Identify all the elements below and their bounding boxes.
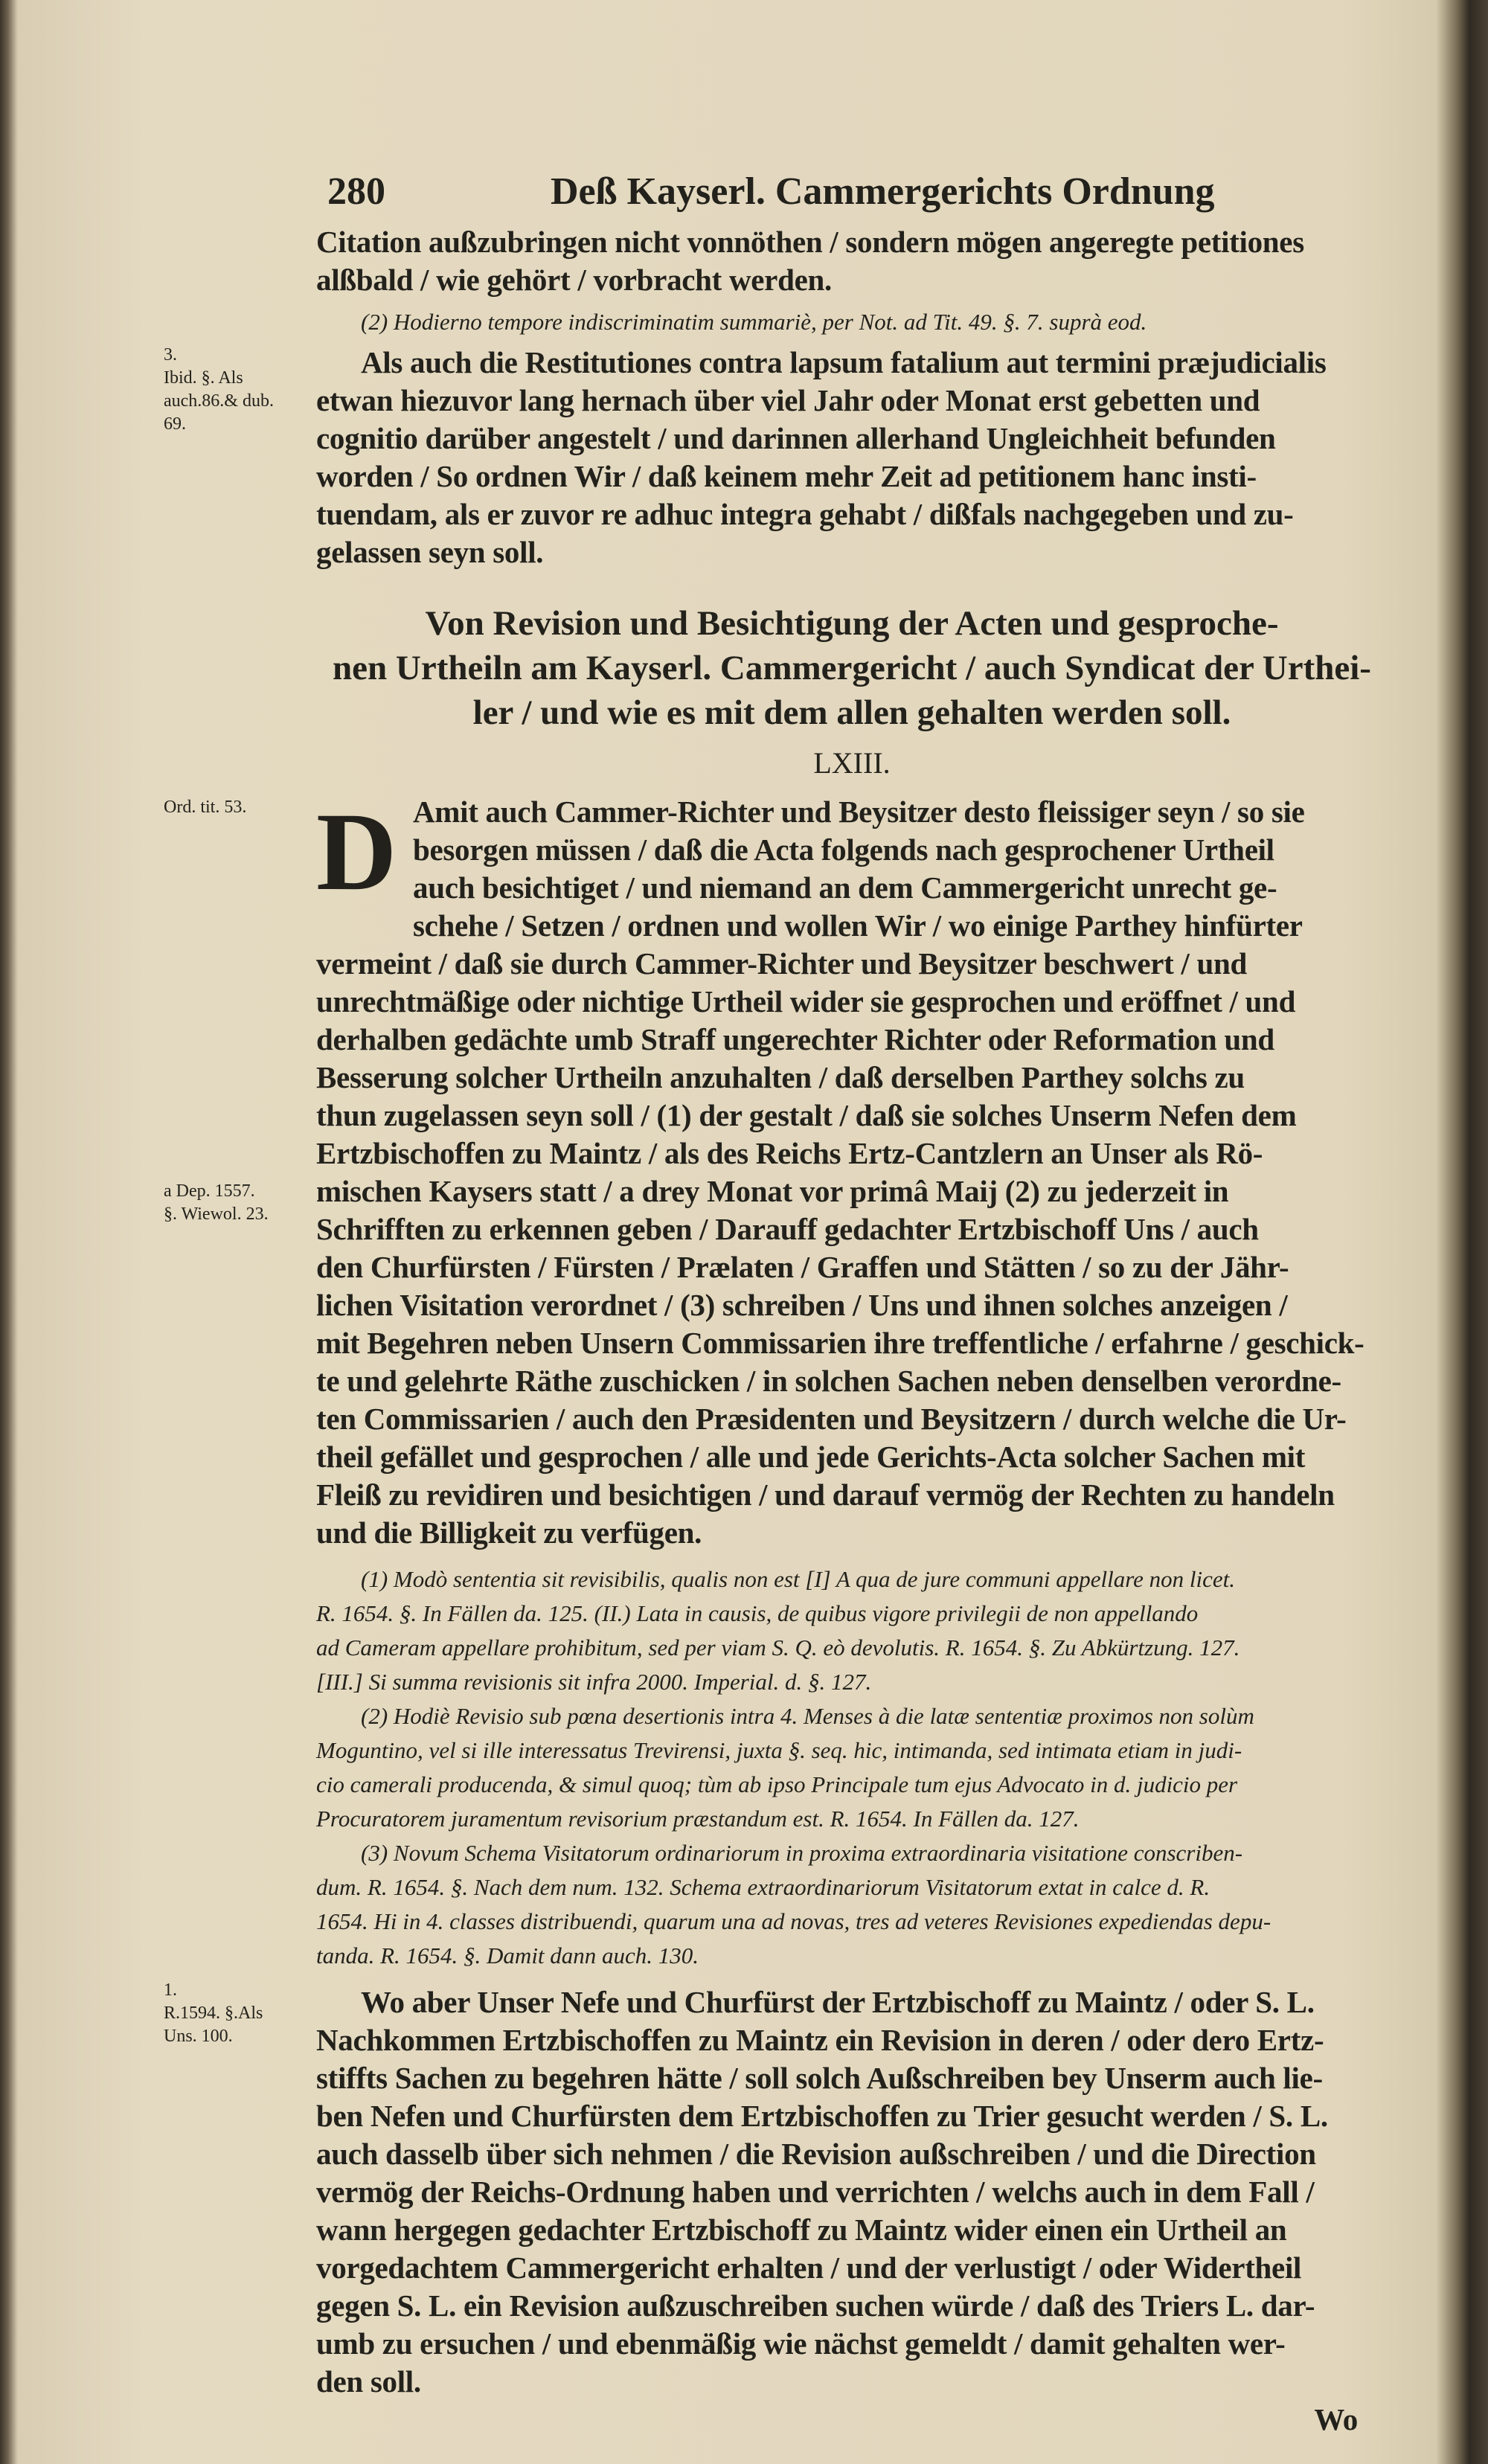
text-line: mit Begehren neben Unsern Commissarien ihre treffentliche / erfahrne / geschick- <box>316 1326 1364 1360</box>
text-line: vermög der Reichs-Ordnung haben und verrichten / welchs auch in dem Fall / <box>316 2175 1315 2209</box>
heading-line: nen Urtheiln am Kayserl. Cammergericht / auch Syndicat der Urthei- <box>333 649 1371 687</box>
drop-cap: D <box>316 790 397 914</box>
running-head: Deß Kayserl. Cammergerichts Ordnung <box>551 170 1215 213</box>
text-line: theil gefället und gesprochen / alle und jede Gerichts-Acta solcher Sachen mit <box>316 1440 1306 1474</box>
text-line: te und gelehrte Räthe zuschicken / in solchen Sachen neben denselben verordne- <box>316 1364 1341 1398</box>
margin-note-line: 1. <box>164 1980 177 2000</box>
text-line: cognitio darüber angestelt / und darinnen allerhand Ungleichheit befunden <box>316 421 1276 455</box>
footnote-line: ad Cameram appellare prohibitum, sed per viam S. Q. eò devolutis. R. 1654. §. Zu Abkürtzung. 127. <box>316 1634 1240 1661</box>
footnote-line: Moguntino, vel si ille interessatus Trevirensi, juxta §. seq. hic, intimanda, sed intimata etiam in judi- <box>316 1737 1242 1763</box>
heading-line: ler / und wie es mit dem allen gehalten werden soll. <box>472 693 1231 732</box>
margin-note-line: Ibid. §. Als <box>164 368 243 388</box>
text-line: ten Commissarien / auch den Præsidenten und Beysitzern / durch welche die Ur- <box>316 1402 1347 1436</box>
text-line: Besserung solcher Urtheiln anzuhalten / daß derselben Parthey solchs zu <box>316 1060 1245 1094</box>
margin-note <box>164 1979 305 2048</box>
heading-line: Von Revision und Besichtigung der Acten und gesproche- <box>425 604 1279 643</box>
text-line: Nachkommen Ertzbischoffen zu Maintz ein Revision in deren / oder dero Ertz- <box>316 2023 1324 2057</box>
page-header <box>316 170 1388 223</box>
top-continuation <box>316 223 1388 339</box>
text-line: gegen S. L. ein Revision außzuschreiben suchen würde / daß des Triers L. dar- <box>316 2288 1315 2323</box>
footnote-line: (1) Modò sententia sit revisibilis, qualis non est [I] A qua de jure communi appellare non licet. <box>361 1566 1236 1592</box>
text-line: Ertzbischoffen zu Maintz / als des Reichs Ertz-Cantzlern an Unser als Rö- <box>316 1136 1263 1170</box>
page-number: 280 <box>327 170 385 213</box>
margin-note-line: a Dep. 1557. <box>164 1181 255 1201</box>
footnote-line: cio camerali producenda, & simul quoq; tùm ab ipso Principale tum ejus Advocato in d. judicio per <box>316 1771 1238 1797</box>
paragraph-mainz <box>164 1980 1388 2401</box>
section-heading <box>316 601 1388 735</box>
margin-note <box>164 796 305 819</box>
text-line: gelassen seyn soll. <box>316 535 544 569</box>
footnotes <box>316 1562 1388 1973</box>
footnote-line: 1654. Hi in 4. classes distribuendi, quarum una ad novas, tres ad veteres Revisiones expediendas depu- <box>316 1908 1271 1934</box>
text-line: tuendam, als er zuvor re adhuc integra gehabt / dißfals nachgegeben und zu- <box>316 497 1294 531</box>
footnote-line: (3) Novum Schema Visitatorum ordinariorum in proxima extraordinaria visitatione conscriben- <box>361 1840 1243 1866</box>
text-line: stiffts Sachen zu begehren hätte / soll solch Außschreiben bey Unserm auch lie- <box>316 2061 1323 2095</box>
text-line: Wo aber Unser Nefe und Churfürst der Ertzbischoff zu Maintz / oder S. L. <box>361 1985 1315 2019</box>
text-line: den soll. <box>316 2364 421 2399</box>
text-line: lichen Visitation verordnet / (3) schreiben / Uns und ihnen solches anzeigen / <box>316 1288 1288 1322</box>
margin-note <box>164 344 305 436</box>
text-line: auch dasselb über sich nehmen / die Revision außschreiben / und die Direction <box>316 2137 1316 2171</box>
text-line: unrechtmäßige oder nichtige Urtheil wider sie gesprochen und eröffnet / und <box>316 984 1296 1018</box>
text-line: auch besichtiget / und niemand an dem Cammergericht unrecht ge- <box>413 870 1277 905</box>
text-line: mischen Kaysers statt / a drey Monat vor primâ Maij (2) zu jederzeit in <box>316 1174 1229 1208</box>
text-line: wann hergegen gedachter Ertzbischoff zu Maintz wider einen ein Urtheil an <box>316 2213 1287 2247</box>
text-line: alßbald / wie gehört / vorbracht werden. <box>316 263 832 297</box>
paragraph-restitutiones <box>164 344 1388 571</box>
paragraph-main <box>164 790 1388 1552</box>
footnote-line: R. 1654. §. In Fällen da. 125. (II.) Lata in causis, de quibus vigore privilegii de non appellando <box>316 1600 1199 1626</box>
text-line: umb zu ersuchen / und ebenmäßig wie nächst gemeldt / damit gehalten wer- <box>316 2326 1286 2361</box>
section-number: LXIII. <box>813 746 891 780</box>
footnote-line: tanda. R. 1654. §. Damit dann auch. 130. <box>316 1942 699 1969</box>
text-line: ben Nefen und Churfürsten dem Ertzbischoffen zu Trier gesucht werden / S. L. <box>316 2099 1328 2133</box>
footnote-line: [III.] Si summa revisionis sit infra 2000. Imperial. d. §. 127. <box>316 1669 872 1695</box>
text-line: und die Billigkeit zu verfügen. <box>316 1515 702 1550</box>
footnote-line: dum. R. 1654. §. Nach dem num. 132. Schema extraordinariorum Visitatorum extat in calce d. R. <box>316 1874 1210 1900</box>
margin-note-line: R.1594. §.Als <box>164 2003 263 2023</box>
margin-note-line: auch.86.& dub. <box>164 391 274 411</box>
text-line: Citation außzubringen nicht vonnöthen / sondern mögen angeregte petitiones <box>316 225 1304 259</box>
margin-note-line: 3. <box>164 345 177 365</box>
text-line: vermeint / daß sie durch Cammer-Richter und Beysitzer beschwert / und <box>316 946 1247 981</box>
text-line: thun zugelassen seyn soll / (1) der gestalt / daß sie solches Unserm Nefen dem <box>316 1098 1297 1132</box>
text-column <box>164 170 1388 2439</box>
text-line: Amit auch Cammer-Richter und Beysitzer desto fleissiger seyn / so sie <box>413 795 1305 829</box>
catchword: Wo <box>1314 2402 1358 2436</box>
footnote-line: (2) Hodiè Revisio sub pœna desertionis intra 4. Menses à die latæ sententiæ proximos non solùm <box>361 1703 1254 1729</box>
text-line: derhalben gedächte umb Straff ungerechter Richter oder Reformation und <box>316 1022 1274 1056</box>
text-line: Fleiß zu revidiren und besichtigen / und darauf vermög der Rechten zu handeln <box>316 1478 1335 1512</box>
margin-note-line: 69. <box>164 414 186 434</box>
text-line: besorgen müssen / daß die Acta folgends nach gesprochener Urtheil <box>413 832 1274 867</box>
text-line: vorgedachtem Cammergericht erhalten / und der verlustigt / oder Widertheil <box>316 2250 1302 2285</box>
margin-note-line: Uns. 100. <box>164 2027 233 2046</box>
margin-note-line: §. Wiewol. 23. <box>164 1204 269 1224</box>
margin-note-line: Ord. tit. 53. <box>164 798 247 817</box>
footnote-line: (2) Hodierno tempore indiscriminatim summariè, per Not. ad Tit. 49. §. 7. suprà eod. <box>361 309 1147 335</box>
footnote-line: Procuratorem juramentum revisorium præstandum est. R. 1654. In Fällen da. 127. <box>316 1806 1080 1832</box>
text-line: Als auch die Restitutiones contra lapsum fatalium aut termini præjudicialis <box>361 345 1327 379</box>
text-line: den Churfürsten / Fürsten / Prælaten / Graffen und Stätten / so zu der Jähr- <box>316 1250 1289 1284</box>
text-line: Schrifften zu erkennen geben / Darauff gedachter Ertzbischoff Uns / auch <box>316 1212 1259 1246</box>
margin-note <box>164 1180 305 1226</box>
text-line: schehe / Setzen / ordnen und wollen Wir / wo einige Parthey hinfürter <box>413 908 1303 943</box>
text-line: etwan hiezuvor lang hernach über viel Jahr oder Monat erst gebetten und <box>316 383 1260 417</box>
text-line: worden / So ordnen Wir / daß keinem mehr Zeit ad petitionem hanc insti- <box>316 459 1257 493</box>
